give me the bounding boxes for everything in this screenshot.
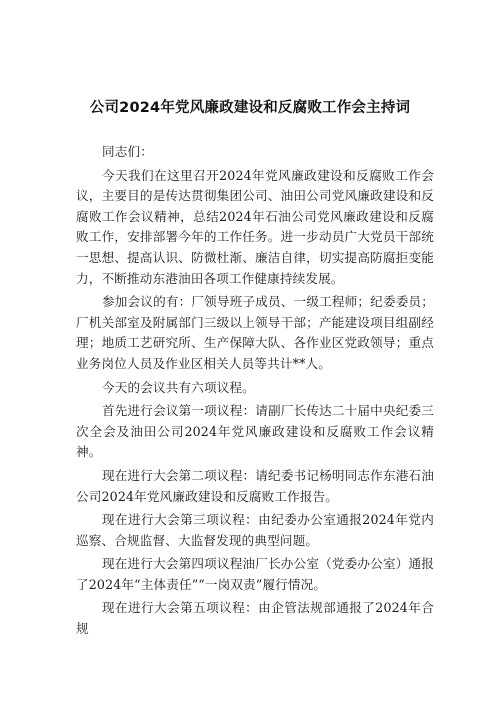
paragraph-agenda-4: 现在进行大会第四项议程油厂长办公室（党委办公室）通报了2024年“主体责任”“一岗双责”履行情况。 bbox=[76, 556, 434, 592]
greeting: 同志们： bbox=[102, 144, 153, 159]
document-title: 公司2024年党风廉政建设和反腐败工作会主持词 bbox=[89, 100, 411, 116]
document-body bbox=[76, 142, 434, 643]
paragraph-agenda-count: 今天的会议共有六项议程。 bbox=[102, 379, 255, 395]
paragraph-intro: 今天我们在这里召开2024年党风廉政建设和反腐败工作会议，主要目的是传达贯彻集团公司、油田公司党风廉政建设和反腐败工作会议精神，总结2024年石油公司党风廉政建设和反腐败工作，安排部署今年的工作任务。进一步动员广大党员干部统一思想、提高认识、防微杜渐、廉洁自律，切实提高防腐拒变能力，不断推动东港油田各项工作健康持续发展。 bbox=[76, 167, 434, 286]
paragraph-agenda-3: 现在进行大会第三项议程：由纪委办公室通报2024年党内巡察、合规监督、大监督发现的典型问题。 bbox=[76, 512, 434, 548]
paragraph-agenda-1: 首先进行会议第一项议程：请副厂长传达二十届中央纪委三次全会及油田公司2024年党风廉政建设和反腐败工作会议精神。 bbox=[76, 403, 434, 460]
paragraph-agenda-2: 现在进行大会第二项议程：请纪委书记杨明同志作东港石油公司2024年党风廉政建设和反腐败工作报告。 bbox=[76, 467, 434, 504]
paragraph-attendees: 参加会议的有：厂领导班子成员、一级工程师；纪委委员；厂机关部室及附属部门三级以上领导干部；产能建设项目组副经理；地质工艺研究所、生产保障大队、各作业区党政领导；重点业务岗位人员及作业区相关人员等共计**人。 bbox=[76, 294, 434, 371]
paragraph-agenda-5: 现在进行大会第五项议程：由企管法规部通报了2024年合规 bbox=[76, 600, 434, 637]
